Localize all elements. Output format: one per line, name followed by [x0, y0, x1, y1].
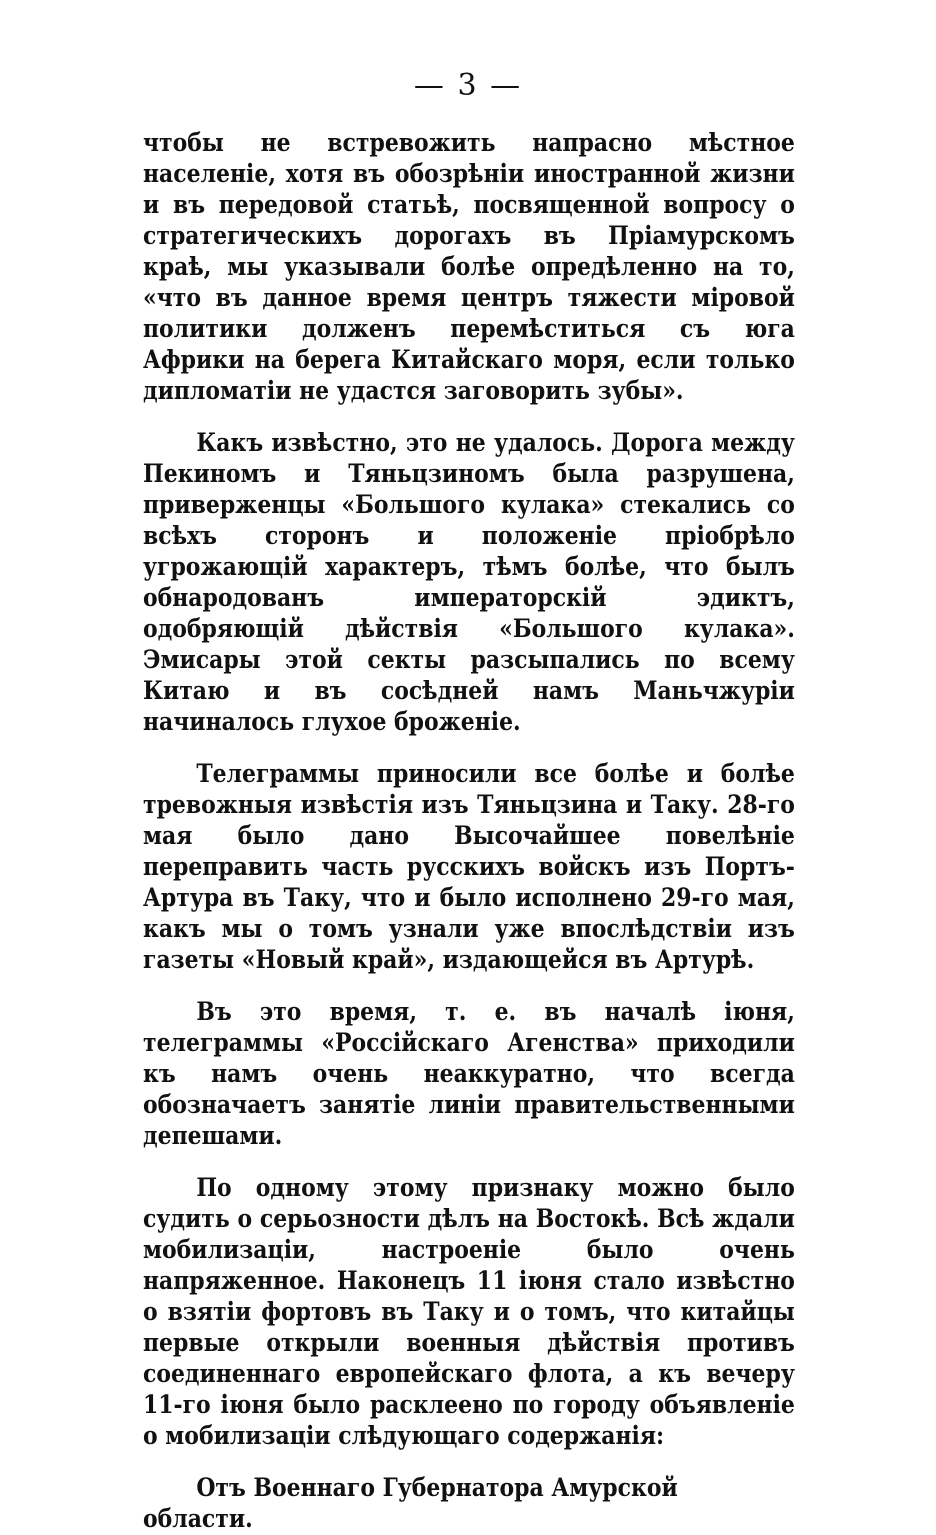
section-heading: Отъ Военнаго Губернатора Амурской области.	[143, 1473, 678, 1534]
paragraph-1: чтобы не встревожить напрасно мѣстное населеніе, хотя въ обозрѣніи иностранной жизни и въ передовой статьѣ, посвященной вопросу о стратегическихъ дорогахъ въ Пріамурскомъ краѣ, мы указывали болѣе опредѣленно на то, «что въ данное время центръ тяжести міровой политики долженъ перемѣститься съ юга Африки на берега Китайскаго моря, если только дипломатіи не удастся заговорить зубы».	[143, 128, 795, 406]
paragraph-4: Въ это время, т. е. въ началѣ іюня, телеграммы «Россійскаго Агенства» приходили къ намъ очень неаккуратно, что всегда обозначаетъ занятіе линіи правительственными депешами.	[143, 997, 795, 1151]
body-text	[143, 128, 795, 1535]
paragraph-2: Какъ извѣстно, это не удалось. Дорога между Пекиномъ и Тяньцзиномъ была разрушена, приверженцы «Большого кулака» стекались со всѣхъ сторонъ и положеніе пріобрѣло угрожающій характеръ, тѣмъ болѣе, что былъ обнародованъ императорскій эдиктъ, одобряющій дѣйствія «Большого кулака». Эмисары этой секты разсыпались по всему Китаю и въ сосѣдней намъ Маньчжуріи начиналось глухое броженіе.	[143, 428, 795, 737]
page-number: — 3 —	[413, 68, 523, 103]
paragraph-5: По одному этому признаку можно было судить о серьозности дѣлъ на Востокѣ. Всѣ ждали мобилизаціи, настроеніе было очень напряженное. Наконецъ 11 іюня стало извѣстно о взятіи фортовъ въ Таку и о томъ, что китайцы первые открыли военныя дѣйствія противъ соединеннаго европейскаго флота, а къ вечеру 11-го іюня было расклеено по городу объявленіе о мобилизаціи слѣдующаго содержанія:	[143, 1173, 795, 1451]
paragraph-3: Телеграммы приносили все болѣе и болѣе тревожныя извѣстія изъ Тяньцзина и Таку. 28-го мая было дано Высочайшее повелѣніе переправить часть русскихъ войскъ изъ Портъ-Артура въ Таку, что и было исполнено 29-го мая, какъ мы о томъ узнали уже впослѣдствіи изъ газеты «Новый край», издающейся въ Артурѣ.	[143, 759, 795, 975]
